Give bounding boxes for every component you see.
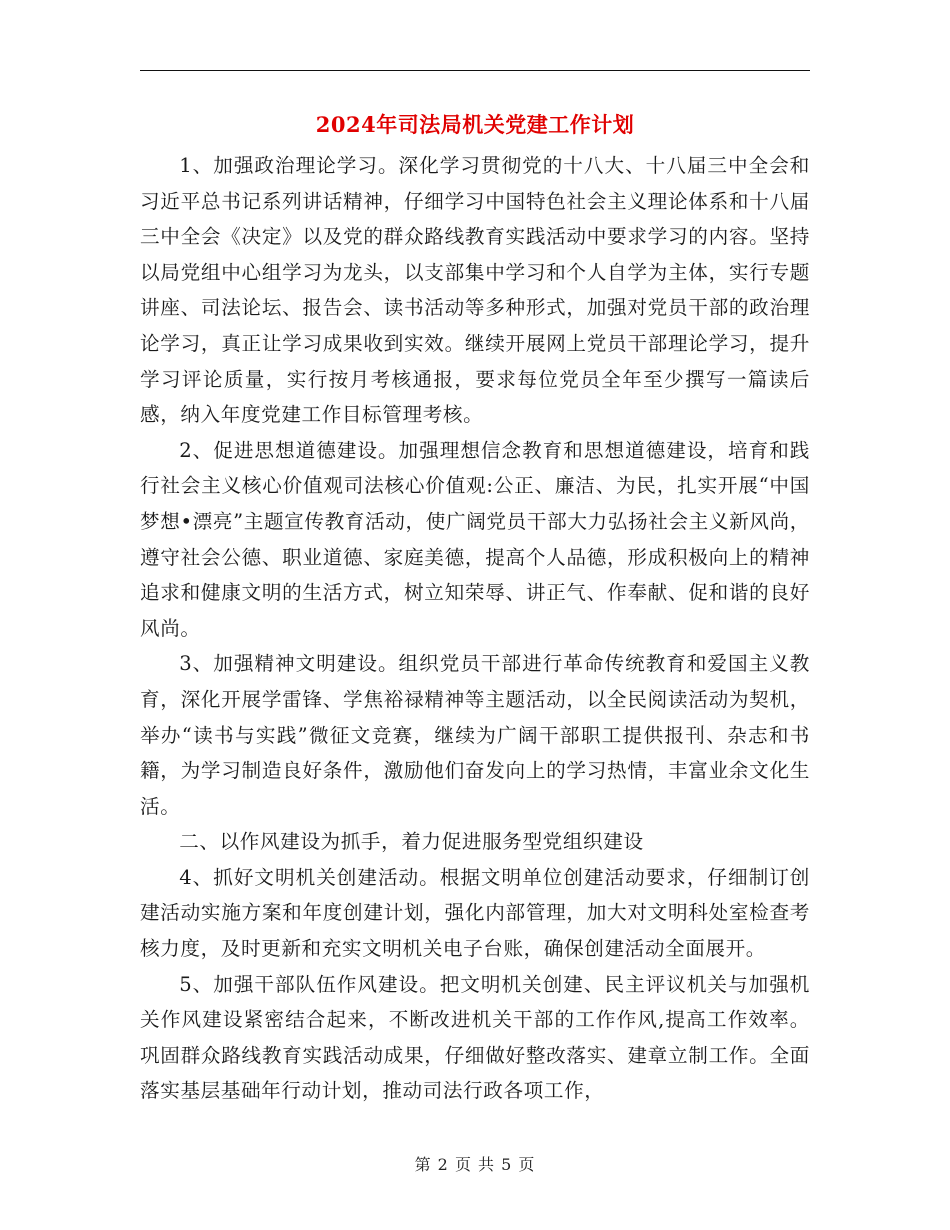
paragraph-3: 3、加强精神文明建设。组织党员干部进行革命传统教育和爱国主义教育，深化开展学雷锋、学焦裕禄精神等主题活动，以全民阅读活动为契机，举办“读书与实践”微征文竞赛，继续为广阔干部职工提供报刊、杂志和书籍，为学习制造良好条件，激励他们奋发向上的学习热情，丰富业余文化生活。 xyxy=(140,652,810,818)
footer-total-pages: 5 xyxy=(501,1155,513,1174)
paragraph-2: 2、促进思想道德建设。加强理想信念教育和思想道德建设，培育和践行社会主义核心价值观司法核心价值观:公正、廉洁、为民，扎实开展“中国梦想•漂亮”主题宣传教育活动，使广阔党员干部大力弘扬社会主义新风尚，遵守社会公德、职业道德、家庭美德，提高个人品德，形成积极向上的精神追求和健康文明的生活方式，树立知荣辱、讲正气、作奉献、促和谐的良好风尚。 xyxy=(140,438,810,640)
footer-current-page: 2 xyxy=(437,1155,449,1174)
header-rule xyxy=(140,70,810,71)
paragraph-5: 5、加强干部队伍作风建设。把文明机关创建、民主评议机关与加强机关作风建设紧密结合起来，不断改进机关干部的工作作风,提高工作效率。巩固群众路线教育实践活动成果，仔细做好整改落实、建章立制工作。全面落实基层基础年行动计划，推动司法行政各项工作， xyxy=(140,972,810,1103)
document-body xyxy=(140,148,810,1109)
footer-suffix: 页 xyxy=(518,1155,536,1174)
document-title: 2024年司法局机关党建工作计划 xyxy=(315,112,635,137)
footer-prefix: 第 xyxy=(414,1155,432,1174)
paragraph-1: 1、加强政治理论学习。深化学习贯彻党的十八大、十八届三中全会和习近平总书记系列讲话精神，仔细学习中国特色社会主义理论体系和十八届三中全会《决定》以及党的群众路线教育实践活动中要求学习的内容。坚持以局党组中心组学习为龙头，以支部集中学习和个人自学为主体，实行专题讲座、司法论坛、报告会、读书活动等多种形式，加强对党员干部的政治理论学习，真正让学习成果收到实效。继续开展网上党员干部理论学习，提升学习评论质量，实行按月考核通报，要求每位党员全年至少撰写一篇读后感，纳入年度党建工作目标管理考核。 xyxy=(140,154,810,427)
paragraph-4: 4、抓好文明机关创建活动。根据文明单位创建活动要求，仔细制订创建活动实施方案和年度创建计划，强化内部管理，加大对文明科处室检查考核力度，及时更新和充实文明机关电子台账，确保创建活动全面展开。 xyxy=(140,865,810,961)
footer-middle: 页 共 xyxy=(454,1155,496,1174)
section-heading-2: 二、以作风建设为抓手，着力促进服务型党组织建设 xyxy=(179,830,644,854)
page-number-footer xyxy=(0,1154,950,1176)
